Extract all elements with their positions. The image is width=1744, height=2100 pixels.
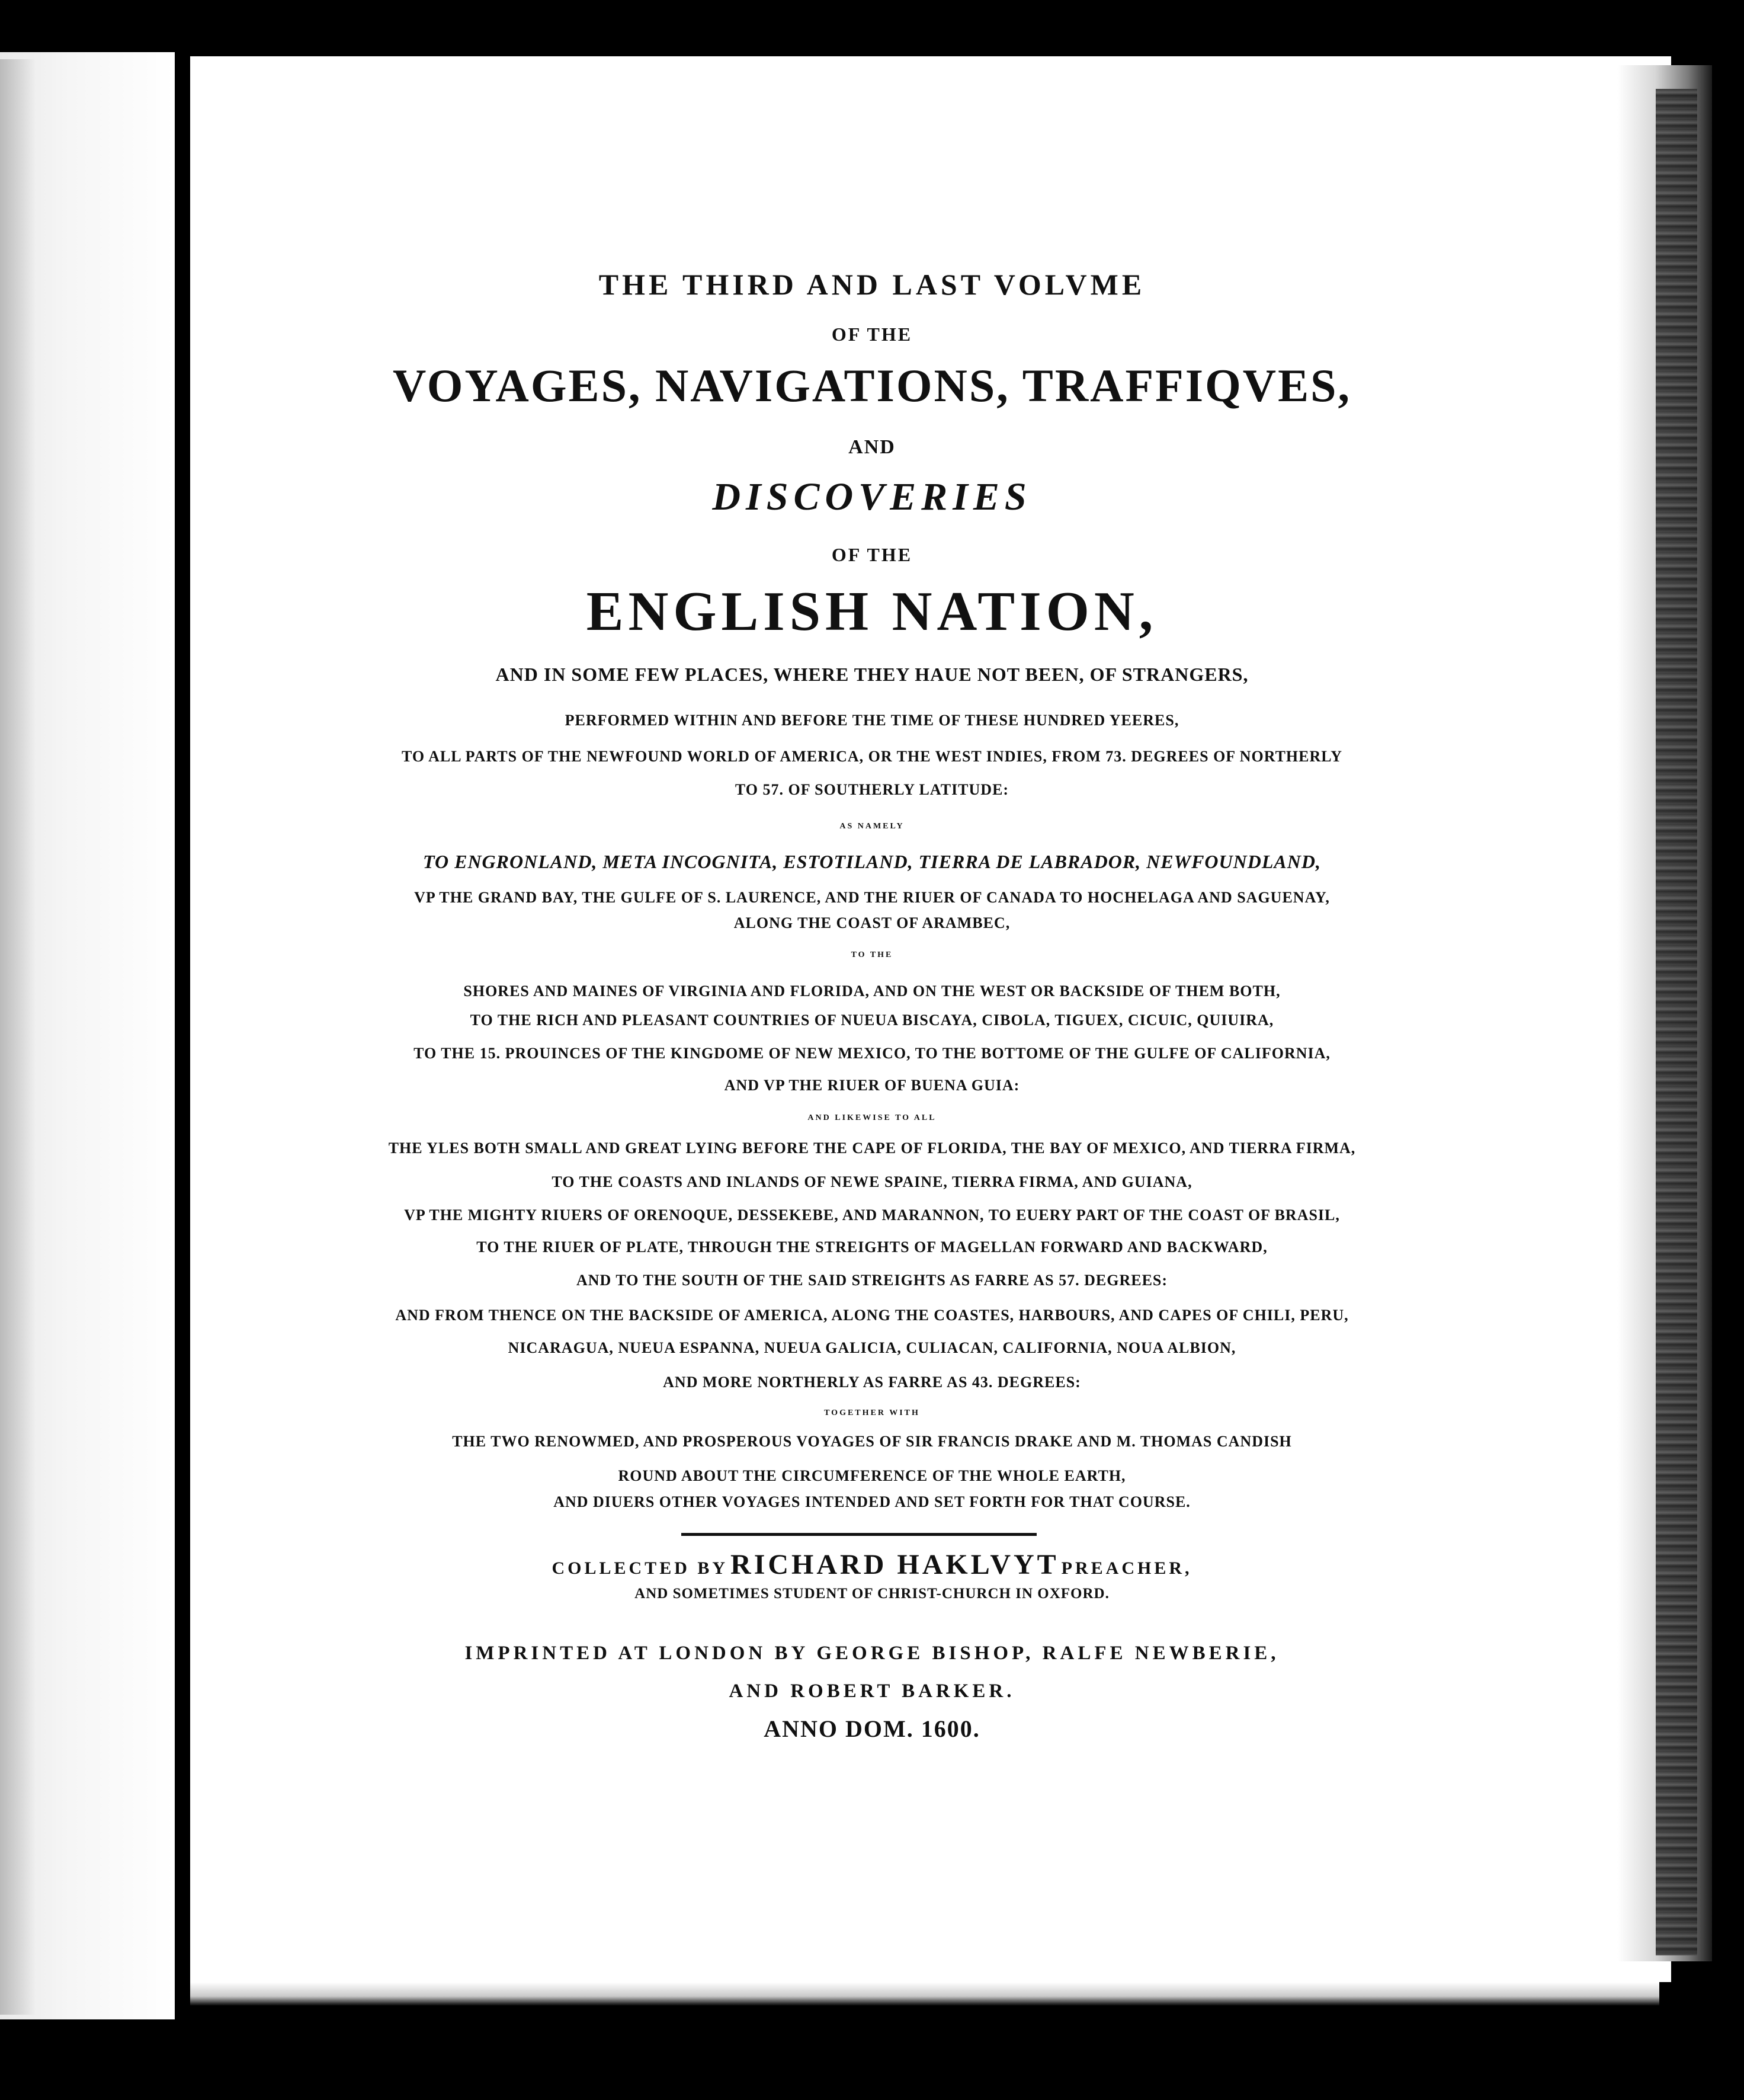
- volume-heading: THE THIRD AND LAST VOLVME: [598, 268, 1146, 301]
- and-connector: AND: [848, 436, 896, 458]
- body-connector: AND LIKEWISE TO ALL: [807, 1113, 937, 1122]
- imprint-line: IMPRINTED AT LONDON BY GEORGE BISHOP, RALFE NEWBERIE,: [464, 1643, 1280, 1664]
- body-line: AND VP THE RIUER OF BUENA GUIA:: [724, 1077, 1020, 1094]
- body-line: AND FROM THENCE ON THE BACKSIDE OF AMERICA, ALONG THE COASTES, HARBOURS, AND CAPES OF CHILI, PERU,: [395, 1307, 1349, 1324]
- of-the-2: OF THE: [831, 544, 913, 565]
- body-line: NICARAGUA, NUEUA ESPANNA, NUEUA GALICIA, CULIACAN, CALIFORNIA, NOUA ALBION,: [508, 1339, 1236, 1356]
- body-line: VP THE MIGHTY RIUERS OF ORENOQUE, DESSEKEBE, AND MARANNON, TO EUERY PART OF THE COAST OF BRASIL,: [404, 1206, 1340, 1224]
- body-line: TO 57. OF SOUTHERLY LATITUDE:: [735, 781, 1009, 798]
- body-connector: TO THE: [851, 950, 893, 959]
- body-line: TO THE RICH AND PLEASANT COUNTRIES OF NUEUA BISCAYA, CIBOLA, TIGUEX, CICUIC, QUIUIRA,: [470, 1011, 1274, 1029]
- main-title-discoveries: DISCOVERIES: [712, 475, 1032, 518]
- body-line: TO THE COASTS AND INLANDS OF NEWE SPAINE, TIERRA FIRMA, AND GUIANA,: [552, 1173, 1192, 1190]
- imprint-line: AND ROBERT BARKER.: [729, 1680, 1015, 1702]
- body-line: ALONG THE COAST OF ARAMBEC,: [733, 914, 1011, 931]
- body-line: THE TWO RENOWMED, AND PROSPEROUS VOYAGES OF SIR FRANCIS DRAKE AND M. THOMAS CANDISH: [452, 1433, 1292, 1450]
- body-line: AND DIUERS OTHER VOYAGES INTENDED AND SET FORTH FOR THAT COURSE.: [553, 1493, 1191, 1510]
- of-the-1: OF THE: [831, 324, 913, 345]
- collected-prefix: COLLECTED BY: [552, 1558, 729, 1578]
- body-line-italic: TO ENGRONLAND, META INCOGNITA, ESTOTILAND, TIERRA DE LABRADOR, NEWFOUNDLAND,: [423, 851, 1321, 872]
- body-line: VP THE GRAND BAY, THE GULFE OF S. LAURENCE, AND THE RIUER OF CANADA TO HOCHELAGA AND SAGUENAY,: [414, 889, 1330, 906]
- body-line: SHORES AND MAINES OF VIRGINIA AND FLORIDA, AND ON THE WEST OR BACKSIDE OF THEM BOTH,: [463, 982, 1281, 1000]
- body-line: ROUND ABOUT THE CIRCUMFERENCE OF THE WHOLE EARTH,: [618, 1467, 1126, 1484]
- page-bottom-edge: [190, 1982, 1659, 2006]
- body-connector: AS NAMELY: [839, 822, 905, 831]
- collected-suffix: PREACHER,: [1061, 1558, 1192, 1578]
- author-name: RICHARD HAKLVYT: [730, 1549, 1059, 1580]
- body-line: PERFORMED WITHIN AND BEFORE THE TIME OF THESE HUNDRED YEERES,: [565, 712, 1179, 729]
- body-connector: TOGETHER WITH: [824, 1408, 920, 1417]
- main-title-english-nation: ENGLISH NATION,: [586, 581, 1158, 642]
- collected-by-line: [0, 1551, 1744, 1579]
- body-line: AND TO THE SOUTH OF THE SAID STREIGHTS AS FARRE AS 57. DEGREES:: [576, 1272, 1168, 1289]
- divider-rule: [681, 1533, 1037, 1536]
- body-line: TO THE 15. PROUINCES OF THE KINGDOME OF NEW MEXICO, TO THE BOTTOME OF THE GULFE OF CALIFORNIA,: [413, 1045, 1331, 1062]
- main-title-voyages: VOYAGES, NAVIGATIONS, TRAFFIQVES,: [392, 360, 1352, 411]
- body-line: THE YLES BOTH SMALL AND GREAT LYING BEFORE THE CAPE OF FLORIDA, THE BAY OF MEXICO, AND TIERRA FIRMA,: [388, 1139, 1356, 1157]
- author-description: AND SOMETIMES STUDENT OF CHRIST-CHURCH IN OXFORD.: [634, 1586, 1110, 1602]
- body-line: TO THE RIUER OF PLATE, THROUGH THE STREIGHTS OF MAGELLAN FORWARD AND BACKWARD,: [476, 1238, 1268, 1256]
- imprint-date: ANNO DOM. 1600.: [764, 1715, 980, 1742]
- body-line: AND MORE NORTHERLY AS FARRE AS 43. DEGREES:: [663, 1374, 1081, 1391]
- body-line: TO ALL PARTS OF THE NEWFOUND WORLD OF AMERICA, OR THE WEST INDIES, FROM 73. DEGREES OF NORTHERLY: [401, 748, 1342, 765]
- subtitle-strangers: AND IN SOME FEW PLACES, WHERE THEY HAUE NOT BEEN, OF STRANGERS,: [495, 664, 1249, 685]
